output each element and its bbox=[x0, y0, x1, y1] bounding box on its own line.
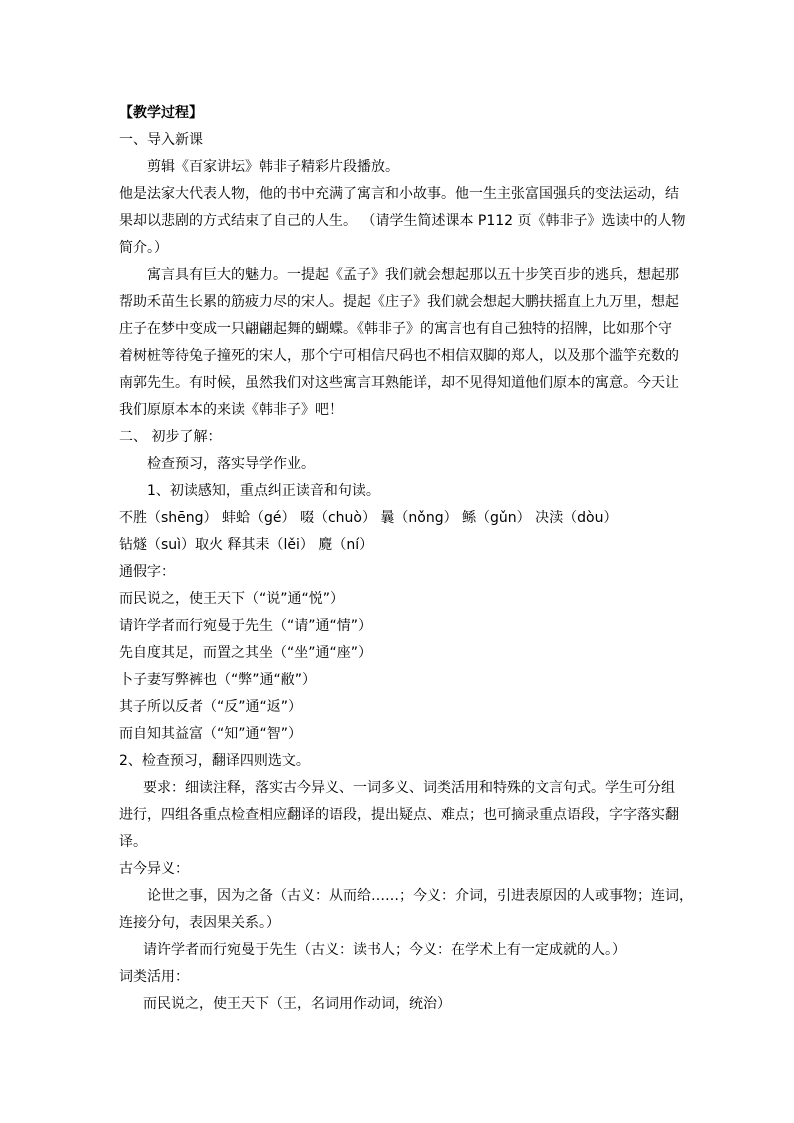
gujin-item-1-line-2: 连接分句，表因果关系。） bbox=[119, 915, 280, 931]
section-heading: 【教学过程】 bbox=[119, 105, 203, 121]
tongjiazi-item: 而自知其益富（“知”通“智”） bbox=[119, 726, 303, 742]
paragraph-fable-line-2: 帮助禾苗生长累的筋疲力尽的宋人。提起《庄子》我们就会想起大鹏扶摇直上九万里，想起 bbox=[119, 294, 679, 310]
paragraph-fable-line-4: 着树桩等待兔子撞死的宋人，那个宁可相信尺码也不相信双脚的郑人，以及那个滥竽充数的 bbox=[119, 348, 679, 364]
gujin-item-2: 请许学者而行宛曼于先生（古义：读书人；今义：在学术上有一定成就的人。） bbox=[143, 942, 626, 958]
tongjiazi-item: 卜子妻写弊裤也（“弊”通“敝”） bbox=[119, 672, 317, 688]
list-item-translate: 2、检查预习，翻译四则选文。 bbox=[119, 753, 310, 769]
paragraph-check-preview: 检查预习，落实导学作业。 bbox=[147, 456, 315, 472]
paragraph-fable-line-5: 南郭先生。有时候，虽然我们对这些寓言耳熟能详，却不见得知道他们原本的寓意。今天让 bbox=[119, 375, 679, 391]
subheading-cilei-huoyong: 词类活用： bbox=[119, 969, 189, 985]
pronunciation-line-2: 钻燧（suì）取火 释其耒（lěi） 麑（ní） bbox=[119, 537, 374, 553]
cilei-item-1: 而民说之，使王天下（王，名词用作动词，统治） bbox=[143, 996, 451, 1012]
tongjiazi-item: 其子所以反者（“反”通“返”） bbox=[119, 699, 303, 715]
tongjiazi-item: 先自度其足，而置之其坐（“坐”通“座”） bbox=[119, 645, 373, 661]
paragraph-author-line-3: 简介。） bbox=[119, 240, 168, 256]
subheading-tongjiazi: 通假字： bbox=[119, 564, 175, 580]
requirement-line-1: 要求：细读注释，落实古今异义、一词多义、词类活用和特殊的文言句式。学生可分组 bbox=[143, 780, 675, 796]
section-title-intro: 一、导入新课 bbox=[119, 132, 203, 148]
tongjiazi-item: 请许学者而行宛曼于先生（“请”通“情”） bbox=[119, 618, 373, 634]
subheading-gujin-yiyi: 古今异义： bbox=[119, 861, 189, 877]
tongjiazi-item: 而民说之，使王天下（“说”通“悦”） bbox=[119, 591, 345, 607]
pronunciation-line-1: 不胜（shēng） 蚌蛤（gé） 啜（chuò） 曩（nǒng） 鲧（gǔn） 决渎（dòu） bbox=[119, 510, 618, 526]
document-page bbox=[119, 100, 693, 1018]
paragraph-fable-line-3: 庄子在梦中变成一只翩翩起舞的蝴蝶。《韩非子》的寓言也有自己独特的招牌，比如那个守 bbox=[119, 321, 672, 337]
paragraph-fable-line-6: 我们原原本本的来读《韩非子》吧！ bbox=[119, 402, 343, 418]
gujin-item-1-line-1: 论世之事，因为之备（古义：从而给……；今义：介词，引进表原因的人或事物；连词， bbox=[147, 888, 693, 904]
paragraph-author-line-2: 果却以悲剧的方式结束了自己的人生。 （请学生简述课本 P112 页《韩非子》选读中的人物 bbox=[119, 213, 686, 229]
list-item-first-reading: 1、初读感知，重点纠正读音和句读。 bbox=[147, 483, 380, 499]
requirement-line-2: 进行，四组各重点检查相应翻译的语段，提出疑点、难点；也可摘录重点语段，字字落实翻 bbox=[119, 807, 679, 823]
paragraph-clip: 剪辑《百家讲坛》韩非子精彩片段播放。 bbox=[147, 159, 399, 175]
paragraph-fable-line-1: 寓言具有巨大的魅力。一提起《孟子》我们就会想起那以五十步笑百步的逃兵，想起那 bbox=[147, 267, 679, 283]
section-title-preliminary: 二、 初步了解： bbox=[119, 429, 222, 445]
requirement-line-3: 译。 bbox=[119, 834, 147, 850]
paragraph-author-line-1: 他是法家大代表人物，他的书中充满了寓言和小故事。他一生主张富国强兵的变法运动，结 bbox=[119, 186, 679, 202]
